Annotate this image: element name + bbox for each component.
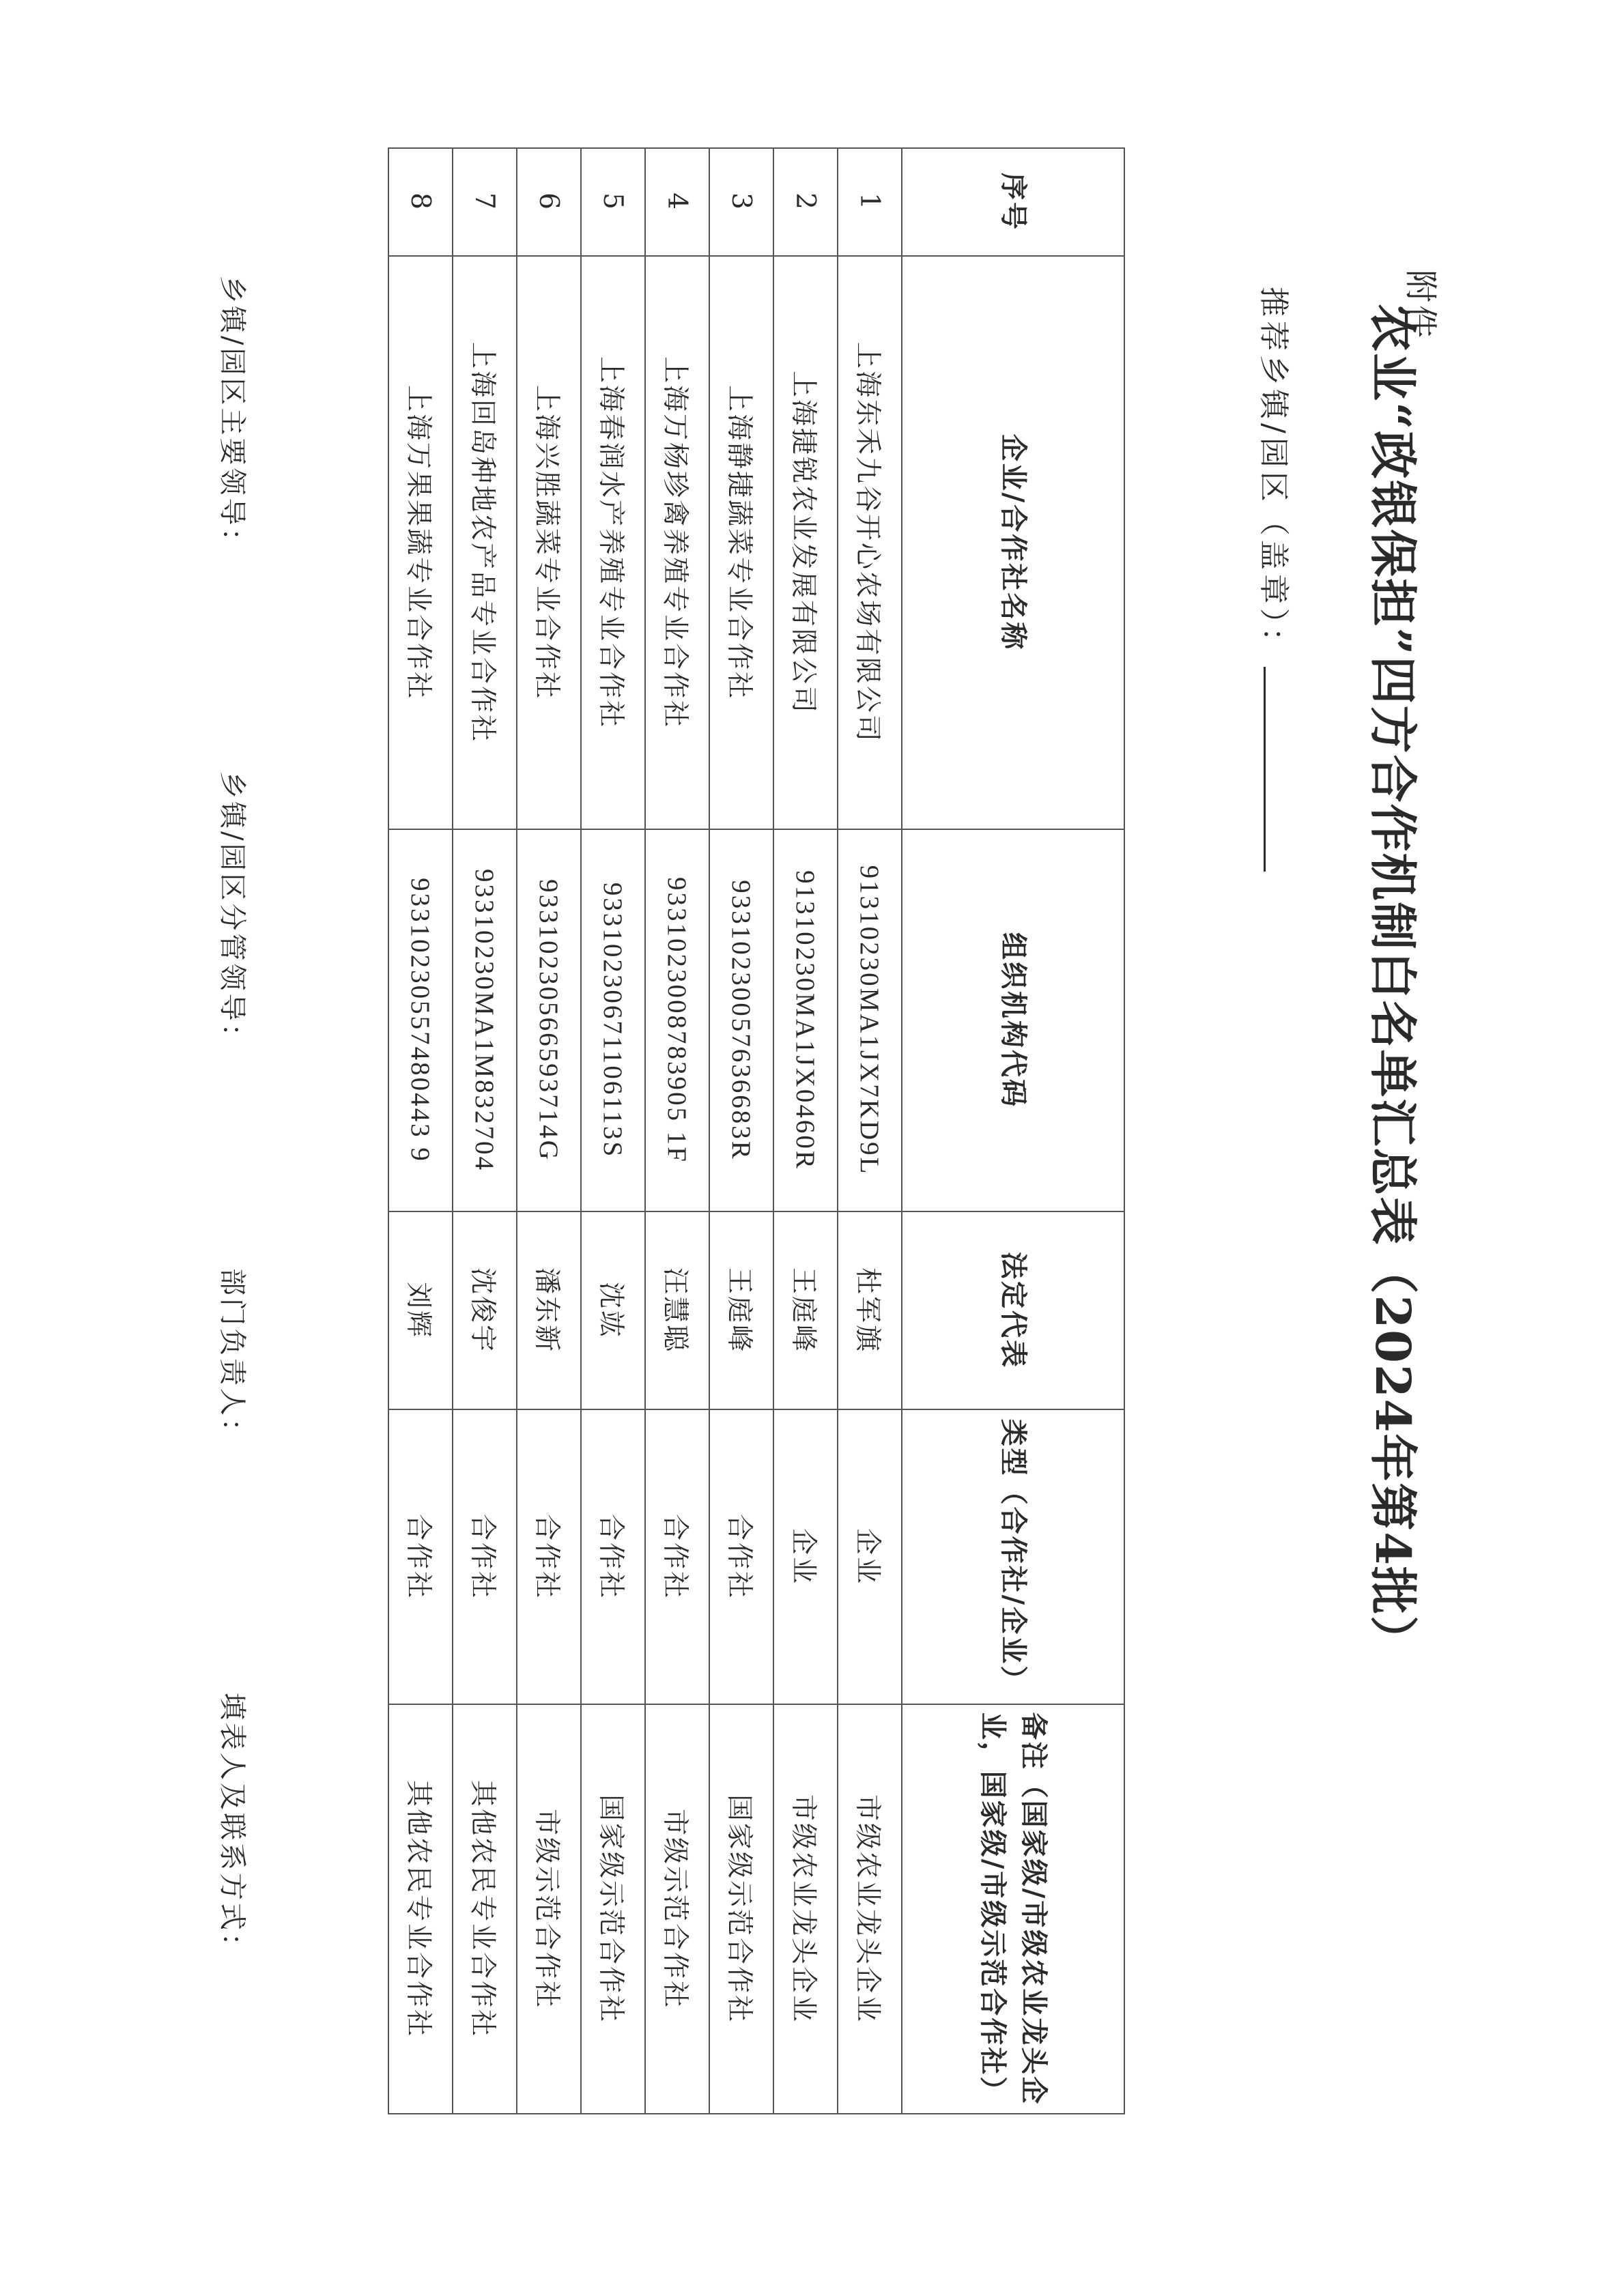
cell-seq: 7 [453, 148, 517, 256]
header-code: 组织机构代码 [902, 829, 1124, 1211]
dept-head-signature: 部门负责人： [216, 1268, 248, 1448]
cell-seq: 4 [645, 148, 709, 256]
cell-code: 93310230MA1M832704 [453, 829, 517, 1211]
cell-rep: 刘辉 [388, 1211, 453, 1409]
cell-rep: 汪慧聪 [645, 1211, 709, 1409]
cell-rep: 沈竑 [581, 1211, 645, 1409]
cell-type: 企业 [773, 1409, 838, 1704]
cell-rep: 沈俊宇 [453, 1211, 517, 1409]
cell-name: 上海静捷蔬菜专业合作社 [709, 256, 773, 829]
cell-name: 上海春润水产养殖专业合作社 [581, 256, 645, 829]
cell-note: 其他农民专业合作社 [388, 1704, 453, 2114]
cell-name: 上海回岛种地农产品专业合作社 [453, 256, 517, 829]
cell-seq: 8 [388, 148, 453, 256]
cell-code: 9331023008783905 1F [645, 829, 709, 1211]
cell-seq: 2 [773, 148, 838, 256]
cell-note: 市级农业龙头企业 [773, 1704, 838, 2114]
cell-note: 其他农民专业合作社 [453, 1704, 517, 2114]
attachment-label: 附件 [1402, 270, 1440, 341]
main-leader-signature: 乡镇/园区主要领导： [216, 276, 248, 558]
cell-name: 上海东禾九谷开心农场有限公司 [838, 256, 902, 829]
cell-name: 上海捷锐农业发展有限公司 [773, 256, 838, 829]
cell-type: 合作社 [645, 1409, 709, 1704]
cell-seq: 3 [709, 148, 773, 256]
cell-rep: 王庭峰 [773, 1211, 838, 1409]
table-header-row [902, 148, 1124, 2114]
cell-type: 合作社 [709, 1409, 773, 1704]
cell-type: 合作社 [388, 1409, 453, 1704]
header-type: 类型（合作社/企业） [902, 1409, 1124, 1704]
cell-code: 93310230057636683R [709, 829, 773, 1211]
cell-name: 上海万果果蔬专业合作社 [388, 256, 453, 829]
cell-code: 91310230MA1JX0460R [773, 829, 838, 1211]
cell-code: 93310230671106113S [581, 829, 645, 1211]
cell-note: 市级示范合作社 [645, 1704, 709, 2114]
header-rep: 法定代表 [902, 1211, 1124, 1409]
table-row [388, 148, 453, 2114]
cell-rep: 潘东新 [517, 1211, 581, 1409]
table-row [581, 148, 645, 2114]
cell-seq: 1 [838, 148, 902, 256]
cell-type: 合作社 [581, 1409, 645, 1704]
filler-signature: 填表人及联系方式： [216, 1693, 248, 1963]
recommend-blank [1264, 667, 1286, 872]
cell-note: 市级示范合作社 [517, 1704, 581, 2114]
cell-code: 93310230566593714G [517, 829, 581, 1211]
header-note: 备注（国家级/市级农业龙头企业，国家级/市级示范合作社） [902, 1704, 1124, 2114]
cell-name: 上海兴胜蔬菜专业合作社 [517, 256, 581, 829]
header-seq: 序号 [902, 148, 1124, 256]
header-name: 企业/合作社名称 [902, 256, 1124, 829]
table-row [517, 148, 581, 2114]
table-row [453, 148, 517, 2114]
recommend-label: 推荐乡镇/园区（盖章）： [1256, 287, 1291, 661]
cell-note: 市级农业龙头企业 [838, 1704, 902, 2114]
deputy-leader-signature: 乡镇/园区分管领导： [216, 771, 248, 1054]
cell-code: 93310230557480443 9 [388, 829, 453, 1211]
whitelist-table [388, 147, 1125, 2114]
table-row [709, 148, 773, 2114]
cell-note: 国家级示范合作社 [709, 1704, 773, 2114]
cell-seq: 6 [517, 148, 581, 256]
table-row [838, 148, 902, 2114]
document-title: 农业“政银保担”四方合作机制白名单汇总表（2024年第4批） [1365, 304, 1421, 1665]
table-row [773, 148, 838, 2114]
table-body [388, 148, 1124, 2114]
recommend-line [1255, 287, 1298, 872]
cell-code: 91310230MA1JX7KD9L [838, 829, 902, 1211]
cell-rep: 杜军旗 [838, 1211, 902, 1409]
cell-type: 合作社 [517, 1409, 581, 1704]
cell-rep: 王庭峰 [709, 1211, 773, 1409]
cell-type: 企业 [838, 1409, 902, 1704]
cell-seq: 5 [581, 148, 645, 256]
cell-name: 上海万杨珍禽养殖专业合作社 [645, 256, 709, 829]
cell-type: 合作社 [453, 1409, 517, 1704]
cell-note: 国家级示范合作社 [581, 1704, 645, 2114]
table-row [645, 148, 709, 2114]
